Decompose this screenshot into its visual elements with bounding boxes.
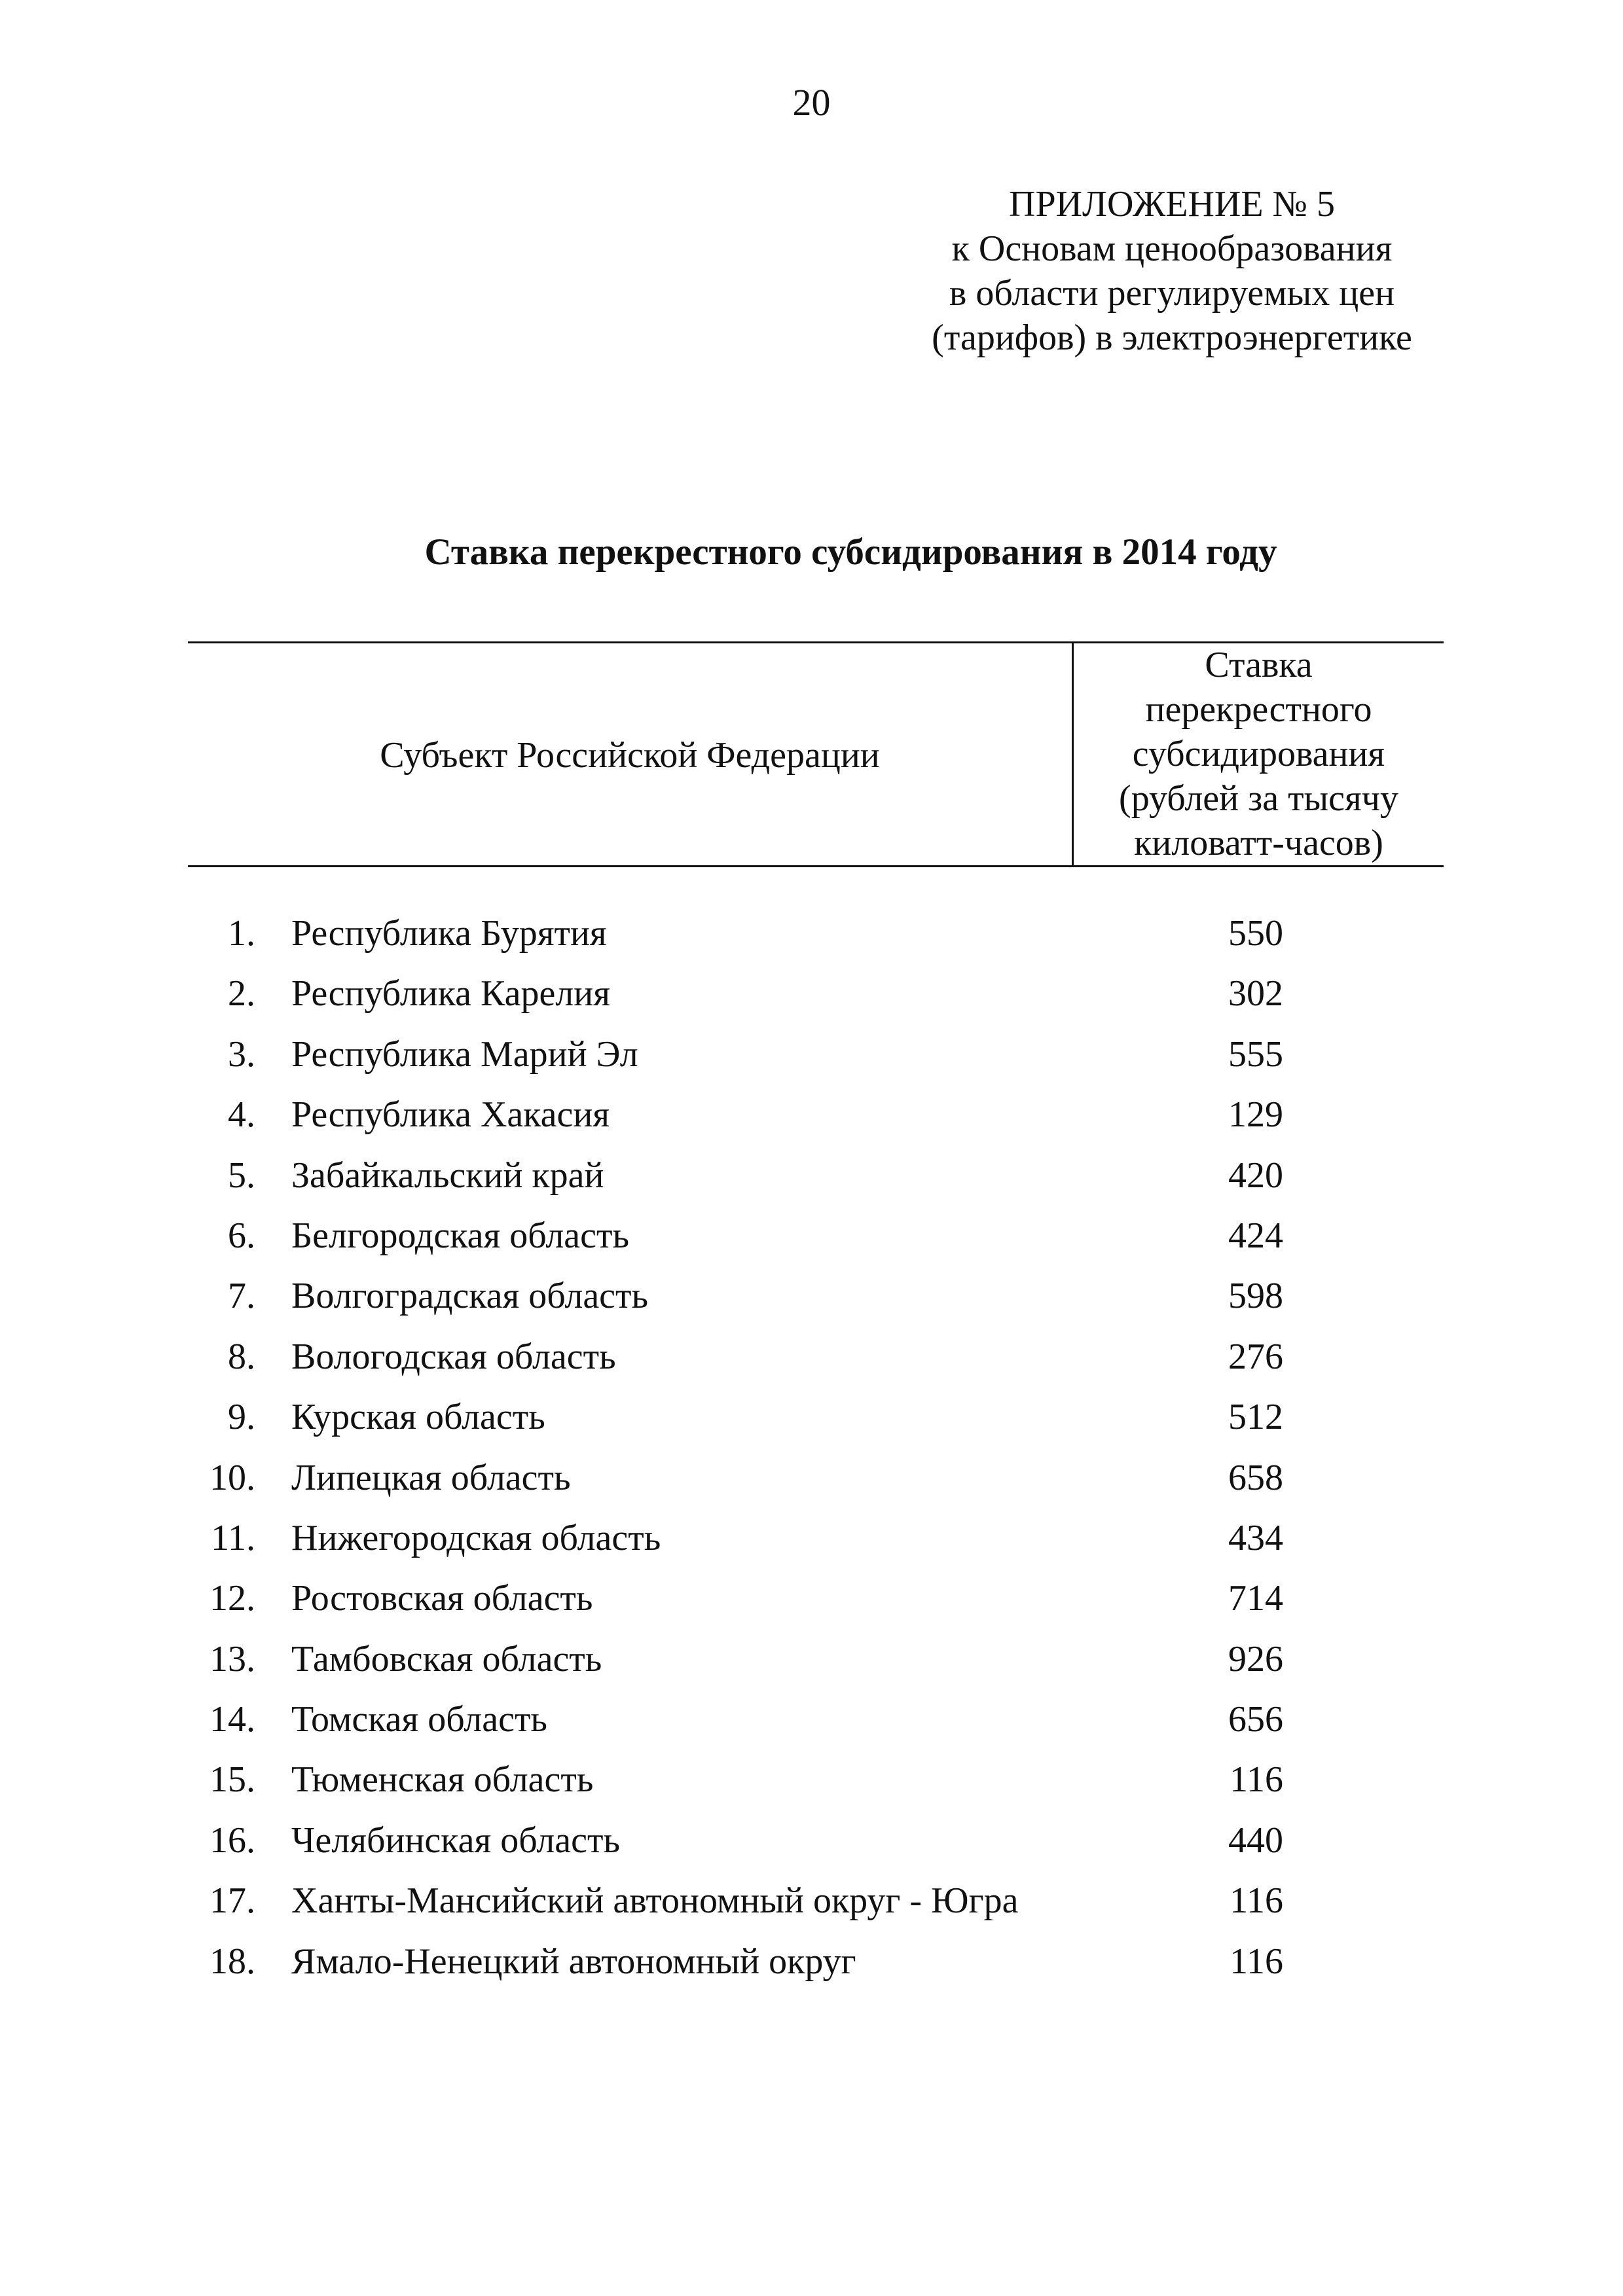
table-row bbox=[0, 1092, 1623, 1153]
region-name: Ростовская область bbox=[291, 1578, 593, 1619]
row-number: 3. bbox=[228, 1033, 255, 1075]
region-name: Томская область bbox=[291, 1699, 547, 1740]
table-row bbox=[0, 1456, 1623, 1516]
region-name: Республика Бурятия bbox=[291, 913, 607, 954]
rate-value: 714 bbox=[1228, 1578, 1283, 1619]
row-number: 17. bbox=[210, 1880, 255, 1922]
row-number: 11. bbox=[211, 1517, 255, 1558]
row-number: 4. bbox=[228, 1094, 255, 1136]
region-name: Челябинская область bbox=[291, 1820, 620, 1861]
table-row bbox=[0, 1335, 1623, 1395]
rate-value: 420 bbox=[1228, 1155, 1283, 1196]
appendix-block bbox=[871, 182, 1473, 360]
column-header-rate-line: (рублей за тысячу bbox=[1119, 778, 1398, 819]
region-name: Вологодская область bbox=[291, 1336, 616, 1377]
column-header-rate bbox=[1074, 643, 1444, 865]
region-name: Забайкальский край bbox=[291, 1155, 604, 1196]
rate-value: 424 bbox=[1228, 1215, 1283, 1256]
table-body bbox=[0, 911, 1623, 2000]
row-number: 8. bbox=[228, 1336, 255, 1377]
table-row bbox=[0, 1274, 1623, 1334]
table-row bbox=[0, 1032, 1623, 1092]
row-number: 10. bbox=[210, 1457, 255, 1498]
rate-value: 434 bbox=[1228, 1517, 1283, 1558]
table-row bbox=[0, 1939, 1623, 2000]
appendix-line: (тарифов) в электроэнергетике bbox=[932, 317, 1412, 358]
row-number: 13. bbox=[210, 1638, 255, 1679]
table-row bbox=[0, 1576, 1623, 1636]
rate-value: 550 bbox=[1228, 913, 1283, 954]
row-number: 1. bbox=[228, 913, 255, 954]
table-row bbox=[0, 1637, 1623, 1697]
table-row bbox=[0, 1818, 1623, 1878]
region-name: Белгородская область bbox=[291, 1215, 630, 1256]
row-number: 15. bbox=[210, 1759, 255, 1801]
table-row bbox=[0, 1213, 1623, 1274]
region-name: Ханты-Мансийский автономный округ - Югра bbox=[291, 1880, 1019, 1922]
appendix-line: ПРИЛОЖЕНИЕ № 5 bbox=[1009, 184, 1335, 224]
row-number: 16. bbox=[210, 1820, 255, 1861]
column-header-rate-line: киловатт-часов) bbox=[1134, 823, 1383, 863]
region-name: Ямало-Ненецкий автономный округ bbox=[291, 1941, 856, 1982]
region-name: Тюменская область bbox=[291, 1759, 594, 1801]
region-name: Республика Карелия bbox=[291, 973, 610, 1014]
row-number: 18. bbox=[210, 1941, 255, 1982]
region-name: Нижегородская область bbox=[291, 1517, 661, 1558]
column-header-rate-line: Ставка bbox=[1205, 645, 1313, 685]
row-number: 6. bbox=[228, 1215, 255, 1256]
column-header-rate-line: субсидирования bbox=[1132, 734, 1385, 774]
page-number: 20 bbox=[792, 81, 831, 124]
rate-value: 926 bbox=[1228, 1638, 1283, 1679]
table-row bbox=[0, 1697, 1623, 1757]
row-number: 9. bbox=[228, 1397, 255, 1438]
rate-value: 116 bbox=[1230, 1941, 1283, 1982]
appendix-line: в области регулируемых цен bbox=[949, 273, 1395, 314]
row-number: 14. bbox=[210, 1699, 255, 1740]
rate-value: 440 bbox=[1228, 1820, 1283, 1861]
region-name: Республика Марий Эл bbox=[291, 1033, 638, 1075]
table-row bbox=[0, 911, 1623, 971]
table-row bbox=[0, 1395, 1623, 1455]
rate-value: 598 bbox=[1228, 1276, 1283, 1317]
column-header-subject: Субъект Российской Федерации bbox=[380, 735, 880, 776]
column-header-rate-line: перекрестного bbox=[1145, 689, 1372, 730]
row-number: 12. bbox=[210, 1578, 255, 1619]
rate-value: 116 bbox=[1230, 1880, 1283, 1922]
region-name: Липецкая область bbox=[291, 1457, 571, 1498]
region-name: Республика Хакасия bbox=[291, 1094, 610, 1136]
rate-value: 512 bbox=[1228, 1397, 1283, 1438]
rate-value: 658 bbox=[1228, 1457, 1283, 1498]
rate-value: 276 bbox=[1228, 1336, 1283, 1377]
table-row bbox=[0, 1878, 1623, 1939]
row-number: 7. bbox=[228, 1276, 255, 1317]
table-header-bottom-rule bbox=[188, 865, 1444, 867]
table-row bbox=[0, 1153, 1623, 1213]
row-number: 5. bbox=[228, 1155, 255, 1196]
rate-value: 116 bbox=[1230, 1759, 1283, 1801]
row-number: 2. bbox=[228, 973, 255, 1014]
region-name: Тамбовская область bbox=[291, 1638, 602, 1679]
rate-value: 656 bbox=[1228, 1699, 1283, 1740]
appendix-line: к Основам ценообразования bbox=[951, 228, 1393, 269]
table-row bbox=[0, 1516, 1623, 1576]
rate-value: 555 bbox=[1228, 1033, 1283, 1075]
document-title: Ставка перекрестного субсидирования в 2014 году bbox=[424, 531, 1277, 573]
rate-value: 302 bbox=[1228, 973, 1283, 1014]
table-row bbox=[0, 971, 1623, 1031]
region-name: Курская область bbox=[291, 1397, 545, 1438]
rate-value: 129 bbox=[1228, 1094, 1283, 1136]
table-row bbox=[0, 1757, 1623, 1818]
region-name: Волгоградская область bbox=[291, 1276, 649, 1317]
